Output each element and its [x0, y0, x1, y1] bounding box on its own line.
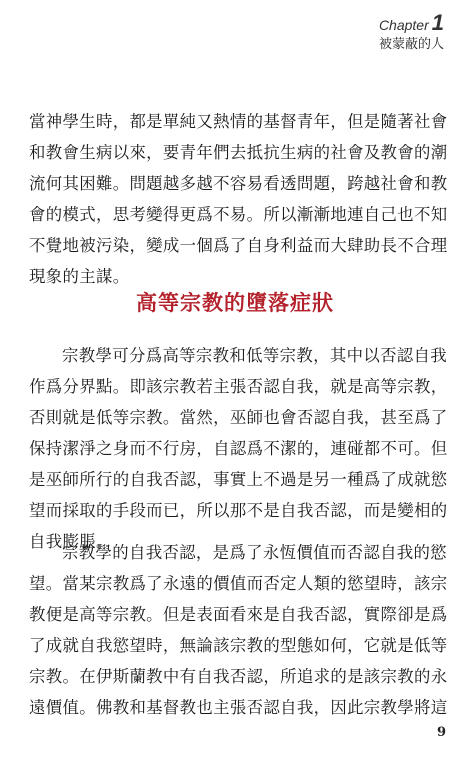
text-line: 保持潔淨之身而不行房，自認爲不潔的，連碰都不可。但: [29, 439, 448, 458]
text-line: 和教會生病以來，要青年們去抵抗生病的社會及教會的潮: [29, 143, 448, 162]
text-line: 宗教學可分爲高等宗教和低等宗教，其中以否認自我: [62, 346, 448, 365]
text-line: 望而採取的手段而已，所以那不是自我否認，而是變相的: [29, 501, 448, 520]
text-line: 作爲分界點。即該宗教若主張否認自我，就是高等宗教，: [29, 377, 448, 396]
chapter-label: Chapter: [378, 17, 429, 33]
text-line: 是巫師所行的自我否認，事實上不過是另一種爲了成就慾: [29, 470, 448, 489]
text-line: 遠價值。佛教和基督教也主張否認自我，因此宗教學將這: [29, 698, 448, 717]
text-line: 現象的主謀。: [29, 267, 130, 286]
text-line: 否則就是低等宗教。當然，巫師也會否認自我，甚至爲了: [29, 408, 448, 427]
text-line: 流何其困難。問題越多越不容易看透問題，跨越社會和教: [29, 174, 448, 193]
text-line: 當神學生時，都是單純又熱情的基督青年，但是隨著社會: [29, 112, 448, 131]
paragraph-1: [29, 106, 449, 292]
running-header: [378, 10, 444, 54]
text-line: 望。當某宗教爲了永遠的價值而否定人類的慾望時，該宗: [29, 574, 448, 593]
text-line: 宗教學的自我否認，是爲了永恆價值而否認自我的慾: [62, 543, 448, 562]
paragraph-3: [29, 537, 449, 723]
chapter-number: 1: [431, 10, 444, 35]
chapter-heading: [378, 10, 444, 35]
section-heading: 高等宗教的墮落症狀: [136, 290, 334, 315]
text-line: 教便是高等宗教。但是表面看來是自我否認，實際卻是爲: [29, 605, 448, 624]
chapter-title: 被蒙蔽的人: [378, 37, 444, 52]
paragraph-2: [29, 340, 449, 557]
text-line: 了成就自我慾望時，無論該宗教的型態如何，它就是低等: [29, 636, 448, 655]
text-line: 會的模式，思考變得更爲不易。所以漸漸地連自己也不知: [29, 205, 448, 224]
text-line: 自我膨脹。: [29, 532, 113, 551]
page-number: 9: [436, 725, 446, 740]
text-line: 不覺地被污染，變成一個爲了自身利益而大肆助長不合理: [29, 236, 448, 255]
text-line: 宗教。在伊斯蘭教中有自我否認，所追求的是該宗教的永: [29, 667, 448, 686]
